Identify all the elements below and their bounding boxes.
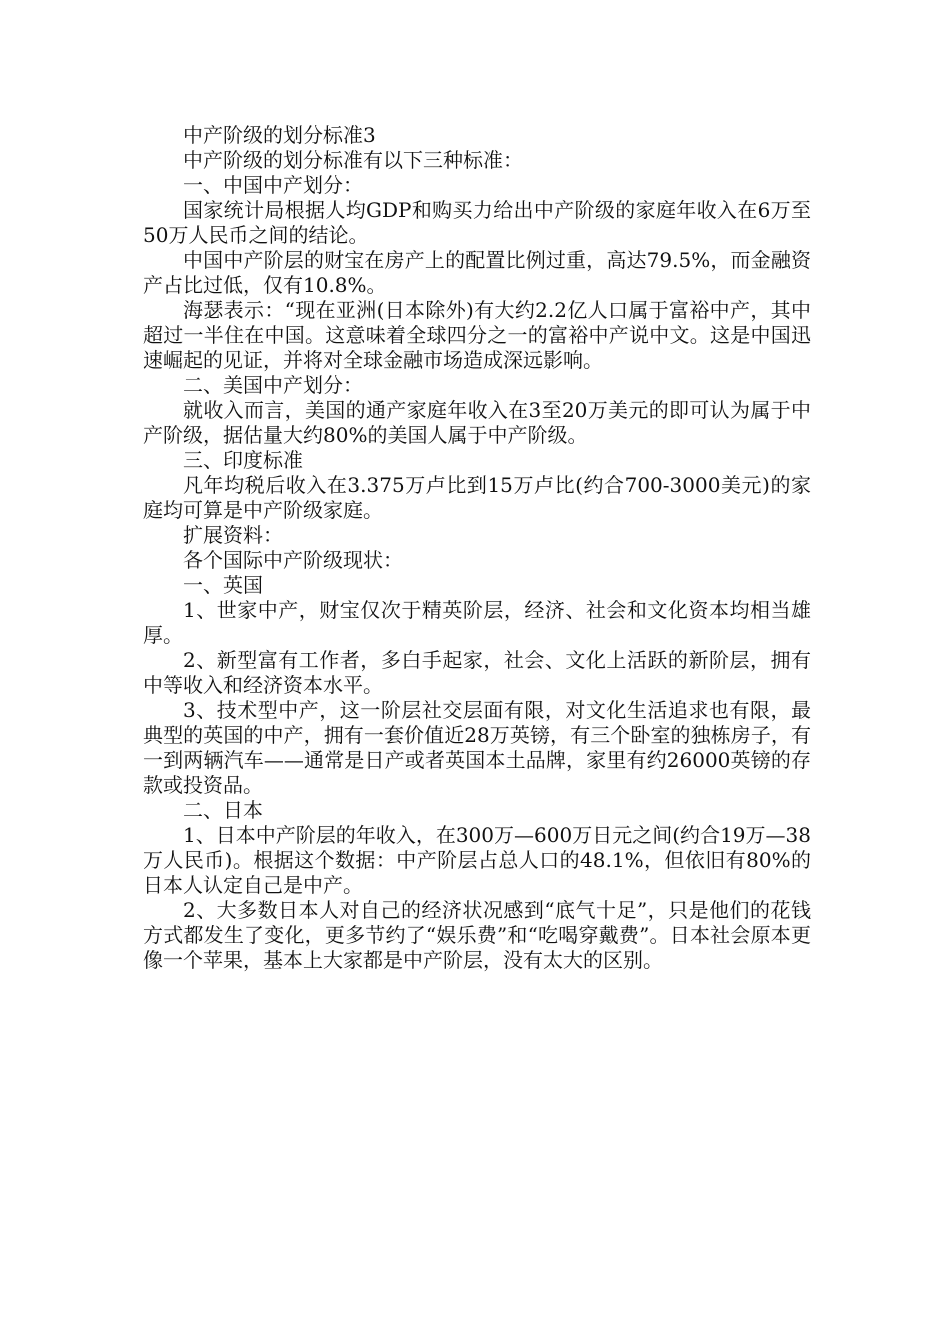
section-heading-usa: 二、美国中产划分： bbox=[183, 373, 363, 397]
paragraph: 2、大多数日本人对自己的经济状况感到“底气十足”，只是他们的花钱方式都发生了变化，更多节约了“娱乐费”和“吃喝穿戴费”。日本社会原本更像一个苹果，基本上大家都是中产阶层，没有太大的区别。 bbox=[143, 898, 811, 972]
paragraph: 中国中产阶层的财宝在房产上的配置比例过重，高达79.5%，而金融资产占比过低，仅有10.8%。 bbox=[143, 248, 811, 297]
paragraph: 1、世家中产，财宝仅次于精英阶层，经济、社会和文化资本均相当雄厚。 bbox=[143, 598, 811, 647]
paragraph: 凡年均税后收入在3.375万卢比到15万卢比(约合700-3000美元)的家庭均可算是中产阶级家庭。 bbox=[143, 473, 811, 522]
paragraph: 海瑟表示：“现在亚洲(日本除外)有大约2.2亿人口属于富裕中产，其中超过一半住在中国。这意味着全球四分之一的富裕中产说中文。这是中国迅速崛起的见证，并将对全球金融市场造成深远影响。 bbox=[143, 298, 811, 372]
paragraph: 国家统计局根据人均GDP和购买力给出中产阶级的家庭年收入在6万至50万人民币之间的结论。 bbox=[143, 198, 811, 247]
paragraph: 1、日本中产阶层的年收入，在300万—600万日元之间(约合19万—38万人民币)。根据这个数据：中产阶层占总人口的48.1%，但依旧有80%的日本人认定自己是中产。 bbox=[143, 823, 811, 897]
section-heading-extended: 扩展资料： bbox=[183, 523, 283, 547]
paragraph: 各个国际中产阶级现状： bbox=[183, 548, 403, 572]
paragraph: 2、新型富有工作者，多白手起家，社会、文化上活跃的新阶层，拥有中等收入和经济资本水平。 bbox=[143, 648, 811, 697]
section-heading-japan: 二、日本 bbox=[183, 798, 263, 822]
section-heading-india: 三、印度标准 bbox=[183, 448, 303, 472]
section-heading-china: 一、中国中产划分： bbox=[183, 173, 363, 197]
paragraph: 3、技术型中产，这一阶层社交层面有限，对文化生活追求也有限，最典型的英国的中产，拥有一套价值近28万英镑，有三个卧室的独栋房子，有一到两辆汽车——通常是日产或者英国本土品牌，家里有约26000英镑的存款或投资品。 bbox=[143, 698, 811, 797]
intro-paragraph: 中产阶级的划分标准有以下三种标准： bbox=[183, 148, 523, 172]
paragraph: 就收入而言，美国的通产家庭年收入在3至20万美元的即可认为属于中产阶级，据估量大约80%的美国人属于中产阶级。 bbox=[143, 398, 811, 447]
document-body bbox=[143, 123, 811, 973]
doc-title: 中产阶级的划分标准3 bbox=[183, 123, 376, 147]
section-heading-uk: 一、英国 bbox=[183, 573, 263, 597]
